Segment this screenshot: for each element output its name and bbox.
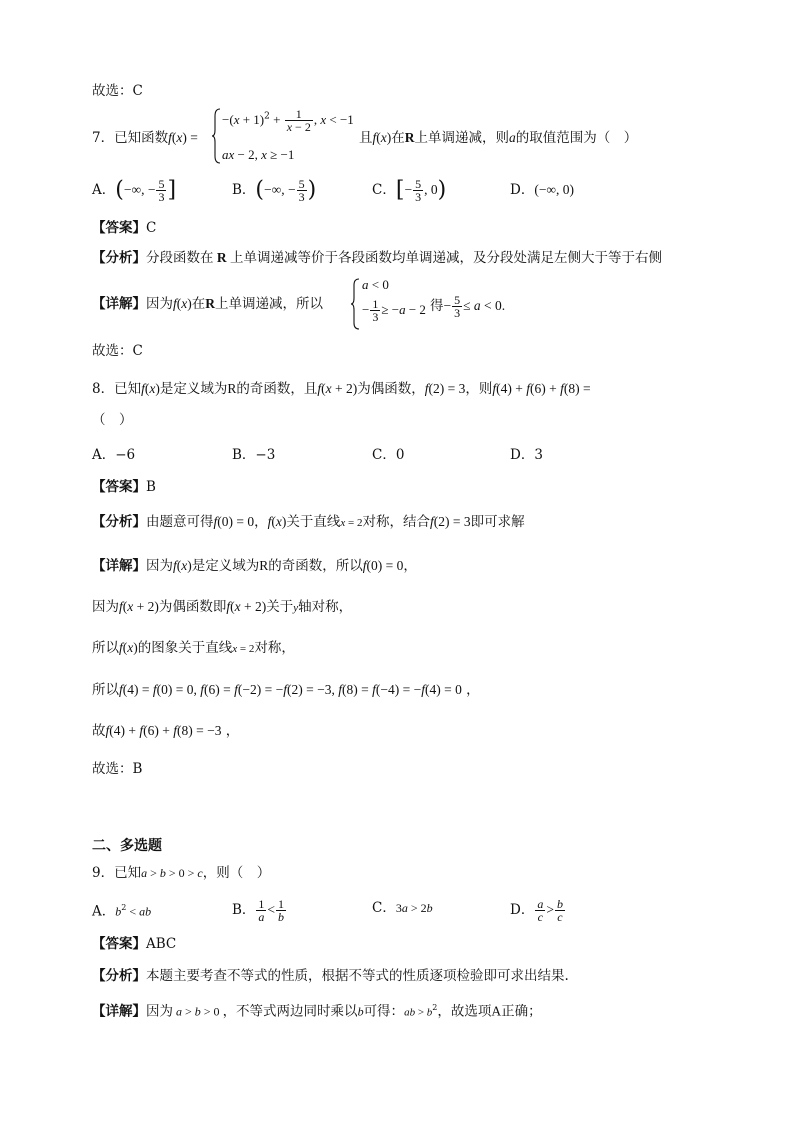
q9-option-c[interactable]: C．3a > 2b [372,900,433,916]
q9-stem: 9．已知a > b > 0 > c，则（ ） [92,865,271,881]
q8-paren: （ ） [92,412,133,428]
q8-option-c[interactable]: C．0 [372,447,405,463]
q8-stem: 8．已知f(x)是定义域为R的奇函数，且f(x + 2)为偶函数，f(2) = 3，则f(4) + f(6) + f(8) = [92,381,591,397]
q8-option-d[interactable]: D．3 [510,447,543,463]
q7-piecewise-brace [212,108,222,164]
q7-answer: 【答案】C [92,220,157,236]
q8-option-a[interactable]: A．−6 [92,447,136,463]
q7-piece-1: $-(x + 1)^2$ + $\frac{1}{x - 2}$ , x < −1 [222,107,354,134]
q7-option-d[interactable]: D．(−∞, 0) [510,182,575,198]
q8-option-b[interactable]: B．−3 [232,447,276,463]
q7-final-choice: 故选：C [92,343,143,359]
q7-analysis: 【分析】分段函数在 R 上单调递减等价于各段函数均单调递减，及分段处满足左侧大于等于右侧 [92,250,662,266]
q7-stem: 7．已知函数f(x) = [92,130,198,146]
q8-detail-line-3: 所以f(x)的图象关于直线x = 2对称， [92,640,295,656]
q8-detail-line-2: 因为f(x + 2)为偶函数即f(x + 2)关于y轴对称， [92,599,353,615]
q7-detail-sys-1: a < 0 [362,277,389,292]
section-title-multi-choice: 二、多选题 [92,838,162,854]
q7-option-a[interactable]: A．(−∞, − $\frac{5}{3}$ ] [92,177,177,204]
q8-detail-line-1: 【详解】因为f(x)是定义域为R的奇函数，所以f(0) = 0， [92,558,417,574]
q9-option-d[interactable]: D． $\frac{a}{c}$ > $\frac{b}{c}$ [510,897,563,924]
q7-option-b[interactable]: B．(−∞, − $\frac{5}{3}$ ) [232,177,317,204]
q6-final-choice: 故选：C [92,83,143,99]
q7-detail-result: 得− $\frac{5}{3}$ ≤ a < 0. [430,293,506,320]
q8-answer: 【答案】B [92,479,156,495]
q8-detail-line-4: 所以f(4) = f(0) = 0, f(6) = f(−2) = −f(2) = −3, f(8) = f(−4) = −f(4) = 0 ， [92,682,480,698]
q9-option-b[interactable]: B． $\frac{1}{a}$ < $\frac{1}{b}$ [232,897,285,924]
q7-option-c[interactable]: C．[− $\frac{5}{3}$ , 0) [372,177,447,204]
q8-final-choice: 故选：B [92,761,143,777]
q7-detail-brace [351,278,361,330]
q8-analysis: 【分析】由题意可得f(0) = 0，f(x)关于直线x = 2对称，结合f(2) = 3即可求解 [92,514,525,530]
q7-stem-cont: 且f(x)在R上单调递减，则a的取值范围为（ ） [359,130,638,146]
q8-detail-line-5: 故f(4) + f(6) + f(8) = −3 ， [92,723,240,739]
q9-analysis: 【分析】本题主要考查不等式的性质，根据不等式的性质逐项检验即可求出结果. [92,968,569,984]
q7-piece-2: ax − 2, x ≥ −1 [222,147,295,162]
q9-detail: 【详解】因为 a > b > 0 ，不等式两边同时乘以b可得：ab > $b^2$，故选项A正确； [92,1003,542,1020]
q9-option-a[interactable]: A．$b^2$ < ab [92,903,152,920]
q7-detail-sys-2: − $\frac{1}{3}$ ≥ −a − 2 [362,297,426,324]
q7-detail: 【详解】因为f(x)在R上单调递减，所以 [92,296,324,312]
q9-answer: 【答案】ABC [92,936,177,952]
